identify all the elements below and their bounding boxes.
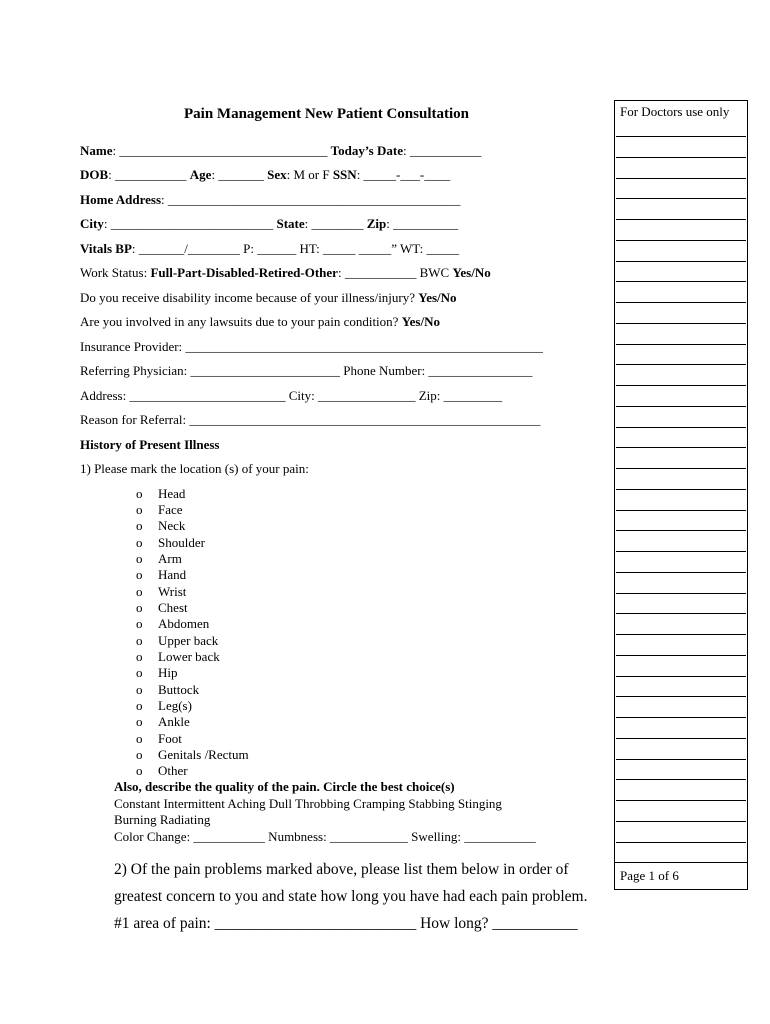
doctors-write-line[interactable] [616,447,746,448]
location-label: Wrist [158,584,187,599]
vitals-row [80,241,459,257]
checkbox-icon[interactable]: o [136,747,143,762]
doctors-write-line[interactable] [616,676,746,677]
quality-fields[interactable]: Color Change: ___________ Numbness: ____________ Swelling: ___________ [114,829,536,844]
dob-label: DOB [80,167,109,182]
referring-row[interactable]: Referring Physician: _______________________ Phone Number: ________________ [80,363,533,378]
city-label: City [80,216,104,231]
location-label: Abdomen [158,616,210,631]
checkbox-icon[interactable]: o [136,763,143,778]
checkbox-icon[interactable]: o [136,502,143,517]
checkbox-icon[interactable]: o [136,567,143,582]
state-field[interactable]: : ________ [304,216,367,231]
home-address-row [80,192,460,208]
bwc-yes-no[interactable]: Yes/No [452,265,491,280]
doctors-write-line[interactable] [616,655,746,656]
doctors-write-line[interactable] [616,842,746,843]
location-label: Chest [158,600,188,615]
question-1: 1) Please mark the location (s) of your pain: [80,461,309,476]
city-field[interactable]: : _________________________ [103,216,277,231]
doctors-write-line[interactable] [616,136,746,137]
location-label: Shoulder [158,535,205,550]
question-2-line-1: 2) Of the pain problems marked above, please list them below in order of [114,861,569,878]
disability-yes-no[interactable]: Yes/No [418,290,457,305]
checkbox-icon[interactable]: o [136,551,143,566]
disability-question: Do you receive disability income because of your illness/injury? [80,290,419,305]
location-item[interactable] [136,551,182,567]
doctors-write-line[interactable] [616,198,746,199]
sex-field[interactable]: : M or F [286,167,333,182]
address-row[interactable]: Address: ________________________ City: _______________ Zip: _________ [80,388,503,403]
name-row [80,143,481,159]
location-label: Upper back [158,633,219,648]
doctors-write-line[interactable] [616,821,746,822]
lawsuit-yes-no[interactable]: Yes/No [401,314,440,329]
doctors-write-line[interactable] [616,613,746,614]
quality-options-2[interactable]: Burning Radiating [114,812,211,827]
location-label: Neck [158,518,186,533]
checkbox-icon[interactable]: o [136,616,143,631]
doctors-write-line[interactable] [616,364,746,365]
checkbox-icon[interactable]: o [136,682,143,697]
checkbox-icon[interactable]: o [136,714,143,729]
insurance-row[interactable]: Insurance Provider: _______________________________________________________ [80,339,543,354]
ssn-field[interactable]: : _____-___-____ [356,167,451,182]
zip-label: Zip [366,216,387,231]
name-label: Name [80,143,113,158]
work-status-row [80,265,491,281]
location-item[interactable] [136,616,209,632]
todays-date-label: Today’s Date [330,143,403,158]
age-label: Age [189,167,212,182]
home-address-label: Home Address [80,192,162,207]
doctors-write-line[interactable] [616,759,746,760]
todays-date-field[interactable]: : ___________ [402,143,482,158]
checkbox-icon[interactable]: o [136,535,143,550]
checkbox-icon[interactable]: o [136,633,143,648]
location-item[interactable] [136,567,186,583]
doctors-write-line[interactable] [616,261,746,262]
doctors-write-line[interactable] [616,696,746,697]
page-title: Pain Management New Patient Consultation [184,106,469,122]
doctors-write-line[interactable] [616,344,746,345]
history-heading: History of Present Illness [80,437,220,452]
location-item[interactable] [136,518,185,534]
location-item[interactable] [136,649,220,665]
quality-options[interactable]: Constant Intermittent Aching Dull Throbbing Cramping Stabbing Stinging [114,796,502,811]
zip-field[interactable]: : __________ [386,216,459,231]
page-number: Page 1 of 6 [620,868,679,883]
doctors-write-line[interactable] [616,717,746,718]
name-field[interactable]: : ________________________________ [112,143,331,158]
ssn-label: SSN [332,167,357,182]
work-status-options[interactable]: Full-Part-Disabled-Retired-Other [150,265,338,280]
location-item[interactable] [136,747,249,763]
sex-label: Sex [267,167,287,182]
location-item[interactable] [136,698,192,714]
doctors-write-line[interactable] [616,551,746,552]
state-label: State [276,216,305,231]
doctors-write-line[interactable] [616,800,746,801]
location-label: Buttock [158,682,200,697]
doctors-write-line[interactable] [616,323,746,324]
doctors-use-title: For Doctors use only [620,104,730,119]
location-item[interactable] [136,763,188,779]
doctors-write-line[interactable] [616,738,746,739]
doctors-write-line[interactable] [616,779,746,780]
location-item[interactable] [136,731,182,747]
city-row [80,216,458,232]
checkbox-icon[interactable]: o [136,698,143,713]
location-item[interactable] [136,665,178,681]
checkbox-icon[interactable]: o [136,486,143,501]
location-label: Other [158,763,188,778]
location-item[interactable] [136,682,199,698]
location-label: Lower back [158,649,220,664]
checkbox-icon[interactable]: o [136,665,143,680]
location-item[interactable] [136,535,205,551]
doctors-write-line[interactable] [616,157,746,158]
lawsuit-question: Are you involved in any lawsuits due to your pain condition? [80,314,402,329]
home-address-field[interactable]: : _____________________________________________ [161,192,461,207]
checkbox-icon[interactable]: o [136,584,143,599]
checkbox-icon[interactable]: o [136,518,143,533]
vitals-fields[interactable]: : _______/________ P: ______ HT: _____ _____” WT: _____ [131,241,459,256]
doctors-write-line[interactable] [616,385,746,386]
quality-heading: Also, describe the quality of the pain. Circle the best choice(s) [114,779,455,794]
location-label: Hip [158,665,178,680]
doctors-write-line[interactable] [616,593,746,594]
location-item[interactable] [136,633,218,649]
dob-row [80,167,450,183]
location-label: Head [158,486,186,501]
doctors-write-line[interactable] [616,530,746,531]
doctors-write-line[interactable] [616,510,746,511]
question-2-line-2: greatest concern to you and state how long you have had each pain problem. [114,888,588,905]
location-label: Face [158,502,183,517]
doctors-write-line[interactable] [616,427,746,428]
work-status-prefix: Work Status: [80,265,151,280]
doctors-write-line[interactable] [616,219,746,220]
doctors-write-line[interactable] [616,572,746,573]
doctors-write-line[interactable] [616,489,746,490]
reason-row[interactable]: Reason for Referral: ______________________________________________________ [80,412,541,427]
area-of-pain-1-field[interactable]: #1 area of pain: __________________________ How long? ___________ [114,915,578,932]
vitals-label: Vitals BP [80,241,132,256]
checkbox-icon[interactable]: o [136,600,143,615]
doctors-write-line[interactable] [616,281,746,282]
location-label: Hand [158,567,187,582]
lawsuit-row [80,314,440,330]
dob-field[interactable]: : ___________ [108,167,190,182]
checkbox-icon[interactable]: o [136,731,143,746]
location-item[interactable] [136,502,183,518]
location-label: Genitals /Rectum [158,747,249,762]
location-item[interactable] [136,486,185,502]
location-item[interactable] [136,584,186,600]
location-label: Arm [158,551,182,566]
location-label: Ankle [158,714,190,729]
doctors-write-line[interactable] [616,240,746,241]
doctors-write-line[interactable] [616,468,746,469]
doctors-write-line[interactable] [616,406,746,407]
doctors-write-line[interactable] [616,178,746,179]
doctors-write-line[interactable] [616,634,746,635]
checkbox-icon[interactable]: o [136,649,143,664]
disability-row [80,290,457,306]
age-field[interactable]: : _______ [211,167,268,182]
location-item[interactable] [136,600,188,616]
location-label: Leg(s) [158,698,192,713]
location-item[interactable] [136,714,190,730]
doctors-write-line[interactable] [616,302,746,303]
location-label: Foot [158,731,182,746]
work-status-field[interactable]: : ___________ BWC [337,265,453,280]
